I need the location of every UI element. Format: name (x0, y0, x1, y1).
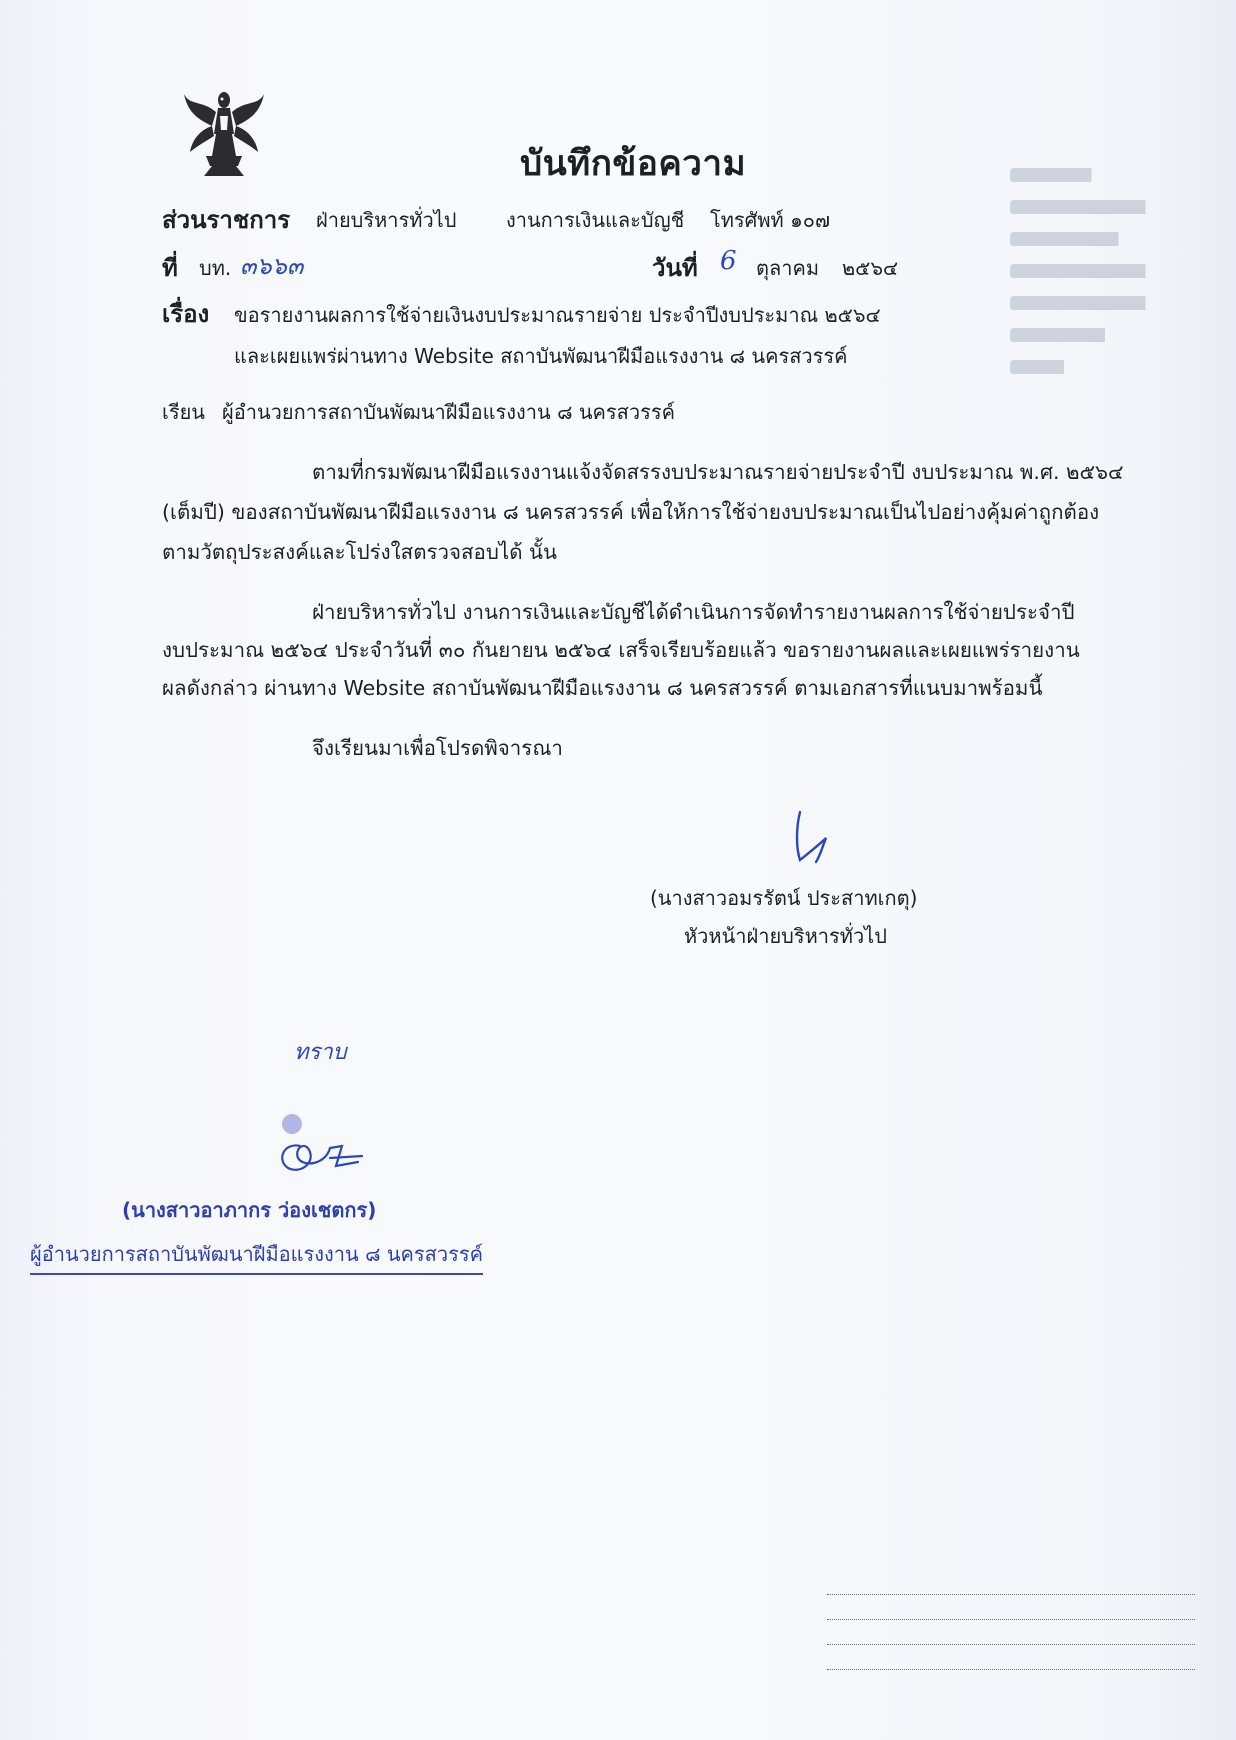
subject-line-2: และเผยแพร่ผ่านทาง Website สถาบันพัฒนาฝีมือแรงงาน ๘ นครสวรรค์ (234, 344, 848, 368)
body-para2-line1: ฝ่ายบริหารทั่วไป งานการเงินและบัญชีได้ดำเนินการจัดทำรายงานผลการใช้จ่ายประจำปี (312, 600, 1075, 624)
approver-signature (270, 1108, 380, 1180)
closing-line: จึงเรียนมาเพื่อโปรดพิจารณา (312, 736, 563, 760)
ref-label: ที่ (162, 254, 178, 282)
subject-label: เรื่อง (162, 300, 210, 328)
to-label: เรียน (162, 400, 205, 424)
signature-mark (786, 808, 836, 864)
subject-line-1: ขอรายงานผลการใช้จ่ายเงินงบประมาณรายจ่าย ประจำปีงบประมาณ ๒๕๖๔ (234, 303, 881, 327)
ref-prefix: บท. (199, 256, 232, 280)
body-para1-line3: ตามวัตถุประสงค์และโปร่งใสตรวจสอบได้ นั้น (162, 540, 558, 564)
date-month: ตุลาคม (756, 256, 820, 280)
date-label: วันที่ (652, 254, 698, 282)
signer-position: หัวหน้าฝ่ายบริหารทั่วไป (684, 924, 887, 948)
date-year: ๒๕๖๔ (842, 256, 899, 280)
body-para2-line2: งบประมาณ ๒๕๖๔ ประจำวันที่ ๓๐ กันยายน ๒๕๖๔ เสร็จเรียบร้อยแล้ว ขอรายงานผลและเผยแพร่รายงาน (162, 638, 1080, 662)
garuda-emblem (182, 86, 266, 178)
agency-label: ส่วนราชการ (162, 206, 291, 234)
document-title: บันทึกข้อความ (520, 144, 747, 184)
agency-value: ฝ่ายบริหารทั่วไป (316, 208, 457, 232)
ref-number: ๓๖๖๓ (240, 252, 304, 280)
approver-name: (นางสาวอาภากร ว่องเชตกร) (122, 1198, 377, 1222)
body-para1-line1: ตามที่กรมพัฒนาฝีมือแรงงานแจ้งจัดสรรงบประมาณรายจ่ายประจำปี งบประมาณ พ.ศ. ๒๕๖๔ (312, 460, 1124, 484)
phone-value: โทรศัพท์ ๑๐๗ (710, 208, 831, 232)
date-day: 6 (720, 246, 737, 276)
body-para1-line2: (เต็มปี) ของสถาบันพัฒนาฝีมือแรงงาน ๘ นครสวรรค์ เพื่อให้การใช้จ่ายงบประมาณเป็นไปอย่างคุ้มค่าถูกต้อง (162, 500, 1100, 524)
signer-name: (นางสาวอมรรัตน์ ประสาทเกตุ) (650, 886, 918, 910)
to-value: ผู้อำนวยการสถาบันพัฒนาฝีมือแรงงาน ๘ นครสวรรค์ (222, 400, 675, 424)
body-para2-line3: ผลดังกล่าว ผ่านทาง Website สถาบันพัฒนาฝีมือแรงงาน ๘ นครสวรรค์ ตามเอกสารที่แนบมาพร้อมนี้ (162, 676, 1043, 700)
approver-position: ผู้อำนวยการสถาบันพัฒนาฝีมือแรงงาน ๘ นครสวรรค์ (30, 1238, 483, 1275)
acknowledged-note: ทราบ (294, 1040, 347, 1065)
division-value: งานการเงินและบัญชี (506, 208, 685, 232)
routing-slip (725, 1570, 1195, 1670)
bleed-through-text (1010, 150, 1236, 420)
